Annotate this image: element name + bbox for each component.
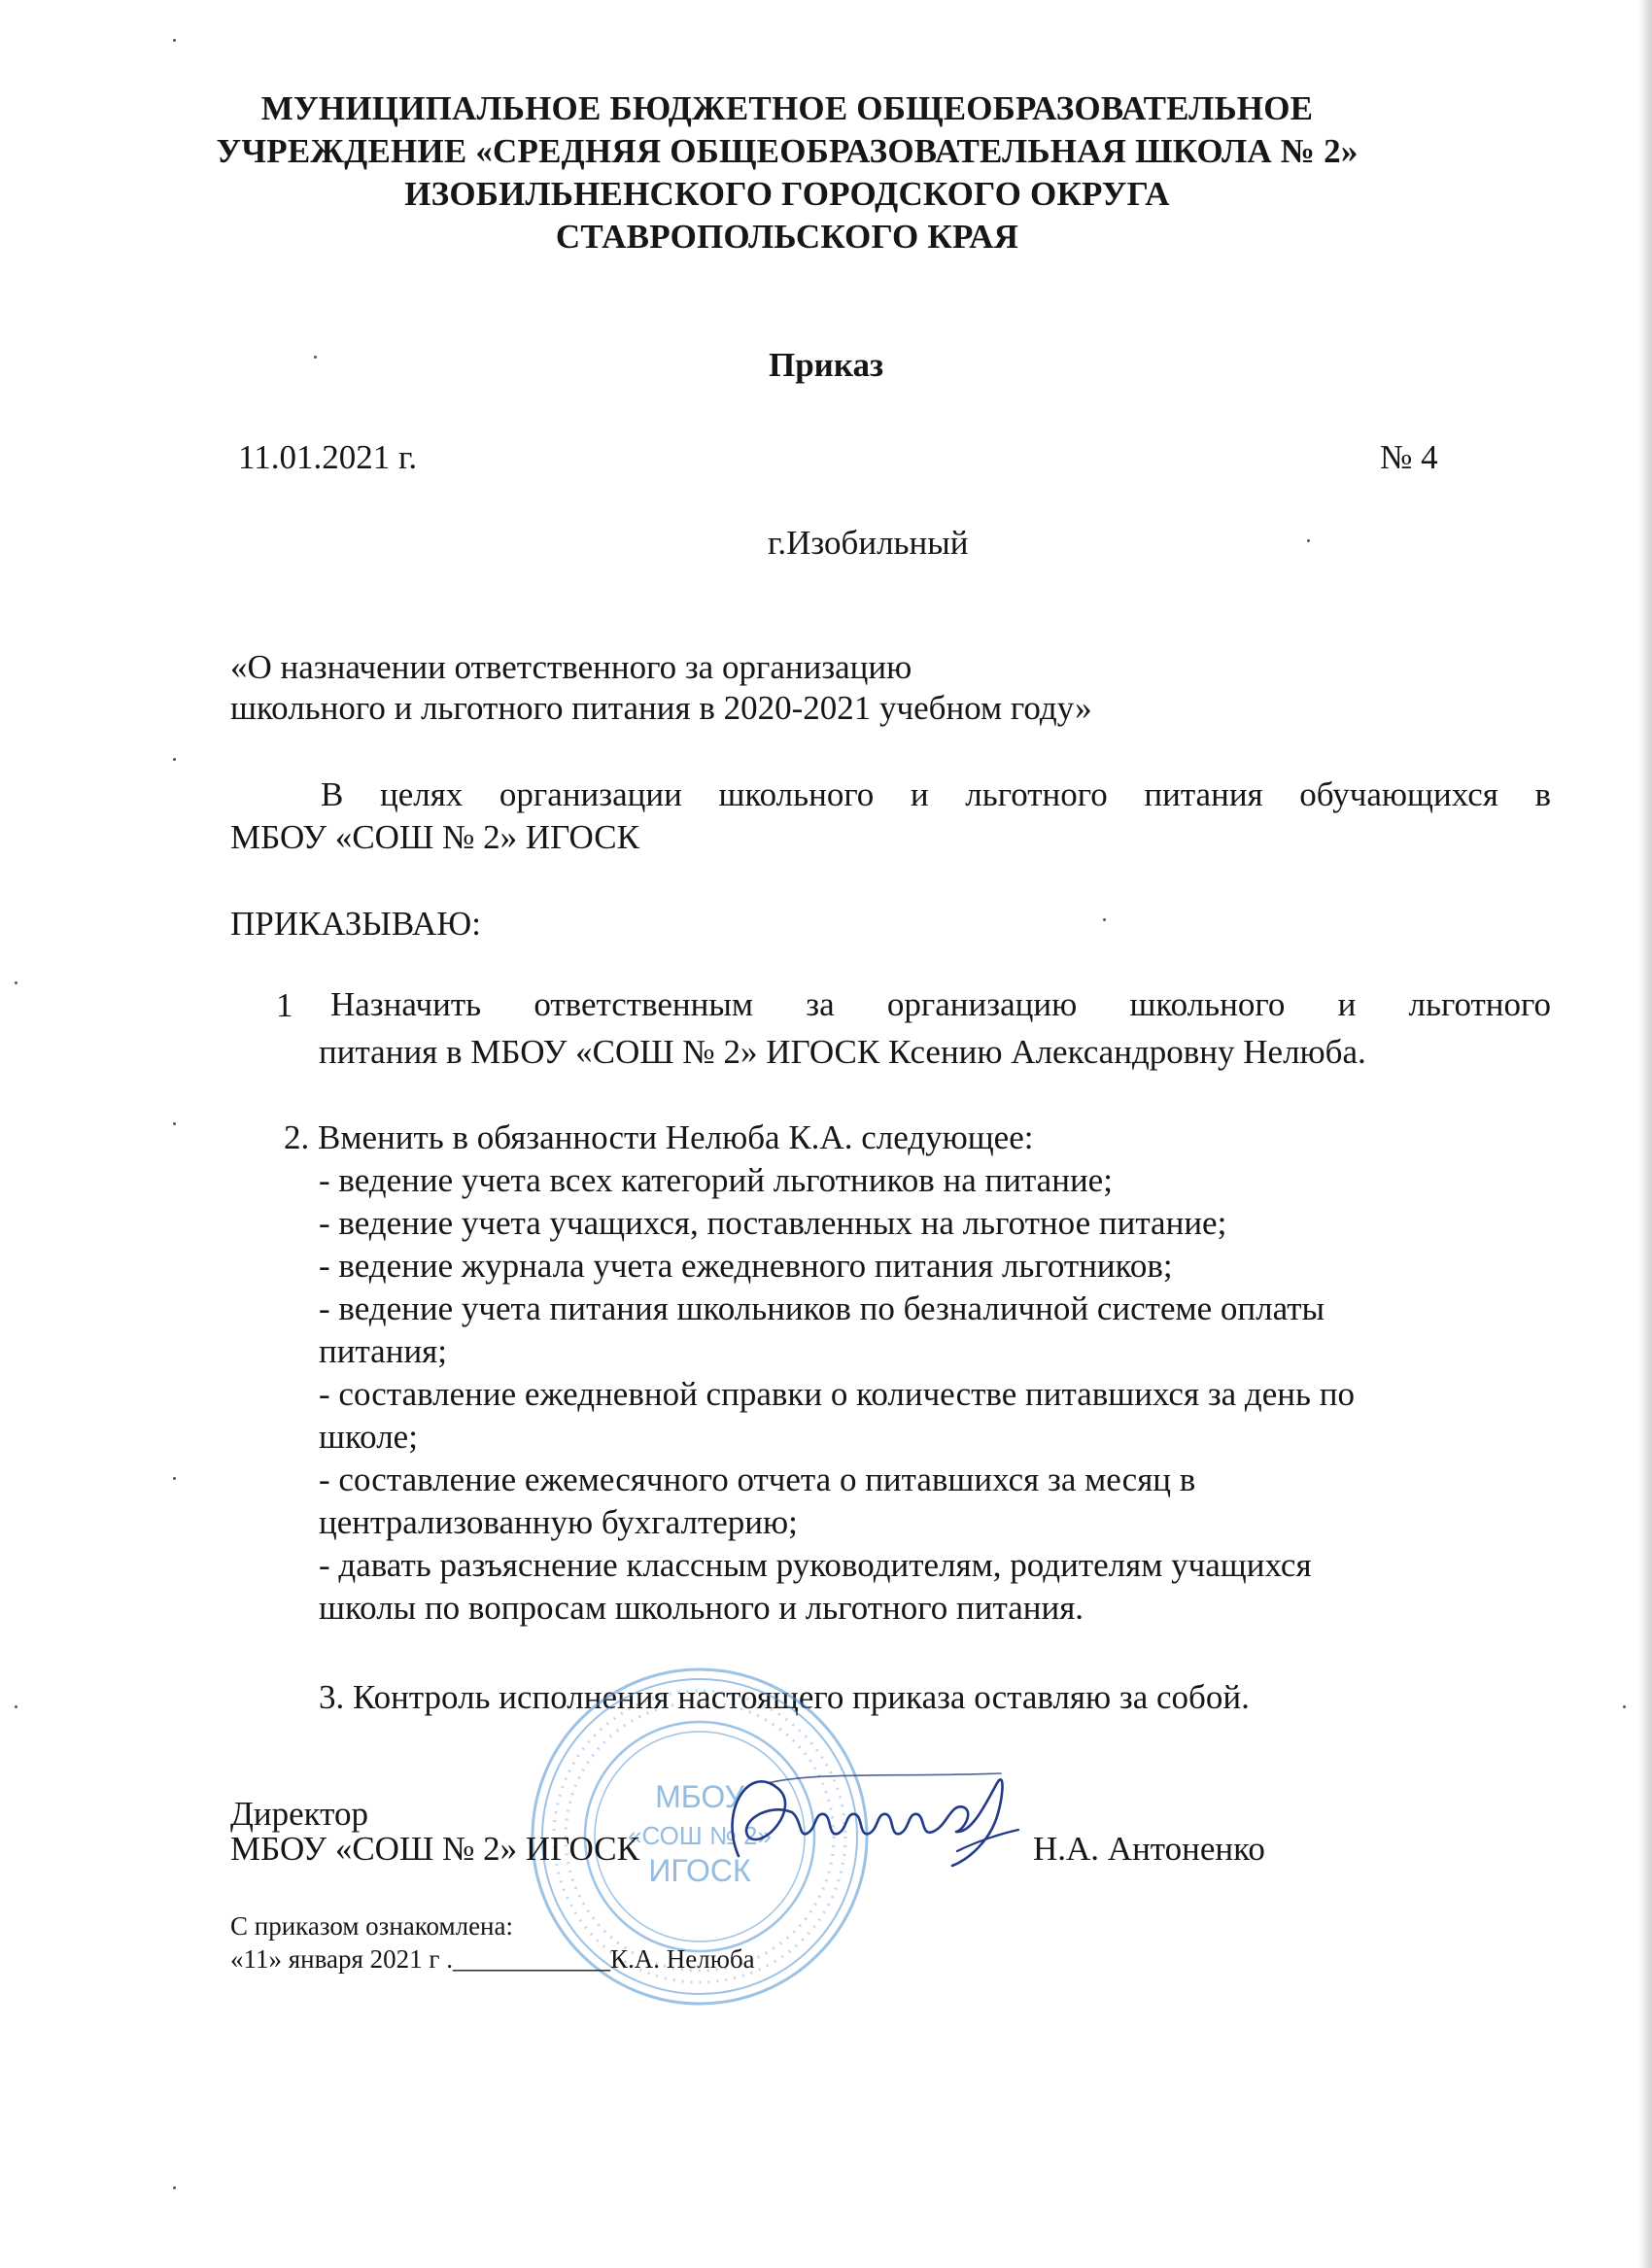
order-city: г.Изобильный: [768, 524, 969, 562]
subject-line: «О назначении ответственного за организацию: [230, 648, 912, 686]
order-number: № 4: [1380, 438, 1438, 476]
scan-speckle: [1307, 539, 1310, 542]
item-1-line: питания в МБОУ «СОШ № 2» ИГОСК Ксению Александровну Нелюба.: [319, 1033, 1366, 1071]
subject-line: школьного и льготного питания в 2020-2021 учебном году»: [230, 689, 1092, 727]
seal-center-text: МБОУ: [655, 1779, 744, 1814]
header-line: УЧРЕЖДЕНИЕ «СРЕДНЯЯ ОБЩЕОБРАЗОВАТЕЛЬНАЯ ШКОЛА № 2»: [216, 132, 1359, 170]
handwritten-signature: [709, 1744, 1030, 1880]
duty-line: - давать разъяснение классным руководителям, родителям учащихся: [319, 1546, 1312, 1584]
seal-center-text: «СОШ № 2»: [628, 1821, 772, 1850]
duty-line: школе;: [319, 1418, 418, 1456]
duty-line: - составление ежедневной справки о количестве питавшихся за день по: [319, 1375, 1355, 1413]
duty-line: питания;: [319, 1332, 448, 1370]
header-line: МУНИЦИПАЛЬНОЕ БЮДЖЕТНОЕ ОБЩЕОБРАЗОВАТЕЛЬНОЕ: [260, 89, 1314, 127]
seal-center-text: ИГОСК: [648, 1853, 751, 1888]
item-3: 3. Контроль исполнения настоящего приказа оставляю за собой.: [319, 1678, 1250, 1716]
scan-speckle: [173, 39, 176, 42]
scan-speckle: [1623, 1705, 1626, 1708]
command-word: ПРИКАЗЫВАЮ:: [230, 905, 481, 943]
preamble-line: В целях организации школьного и льготного питания обучающихся в: [321, 775, 1551, 813]
signatory-name: Н.А. Антоненко: [1033, 1830, 1265, 1868]
scan-speckle: [173, 1477, 176, 1480]
duty-line: централизованную бухгалтерию;: [319, 1503, 798, 1541]
duty-line: - ведение учета всех категорий льготников на питание;: [319, 1161, 1113, 1199]
acknowledgement-line: «11» января 2021 г .____________К.А. Нелюба: [230, 1944, 755, 1974]
duty-line: - составление ежемесячного отчета о питавшихся за месяц в: [319, 1460, 1196, 1498]
document-title: Приказ: [768, 346, 884, 384]
scan-speckle: [1103, 918, 1106, 921]
signatory-position: МБОУ «СОШ № 2» ИГОСК: [230, 1830, 639, 1868]
duty-line: школы по вопросам школьного и льготного питания.: [319, 1589, 1084, 1627]
duty-line: - ведение учета питания школьников по безналичной системе оплаты: [319, 1289, 1325, 1327]
scan-speckle: [173, 2186, 176, 2189]
preamble-line: МБОУ «СОШ № 2» ИГОСК: [230, 818, 639, 856]
scan-edge-shadow: [1638, 0, 1652, 2268]
scan-speckle: [173, 758, 176, 761]
signatory-position: Директор: [230, 1795, 369, 1833]
item-1-line: Назначить ответственным за организацию школьного и льготного: [330, 985, 1551, 1023]
organization-header: [194, 87, 1380, 258]
header-line: ИЗОБИЛЬНЕНСКОГО ГОРОДСКОГО ОКРУГА: [404, 175, 1170, 213]
scan-speckle: [173, 1122, 176, 1125]
scan-speckle: [15, 981, 17, 984]
acknowledgement-line: С приказом ознакомлена:: [230, 1911, 513, 1941]
order-date: 11.01.2021 г.: [238, 438, 418, 476]
duty-line: - ведение учета учащихся, поставленных на льготное питание;: [319, 1204, 1227, 1242]
scan-speckle: [15, 1705, 17, 1708]
item-2-heading: 2. Вменить в обязанности Нелюба К.А. следующее:: [284, 1118, 1034, 1156]
header-line: СТАВРОПОЛЬСКОГО КРАЯ: [555, 218, 1019, 256]
duty-line: - ведение журнала учета ежедневного питания льготников;: [319, 1247, 1173, 1285]
item-1-number: 1: [276, 986, 293, 1024]
